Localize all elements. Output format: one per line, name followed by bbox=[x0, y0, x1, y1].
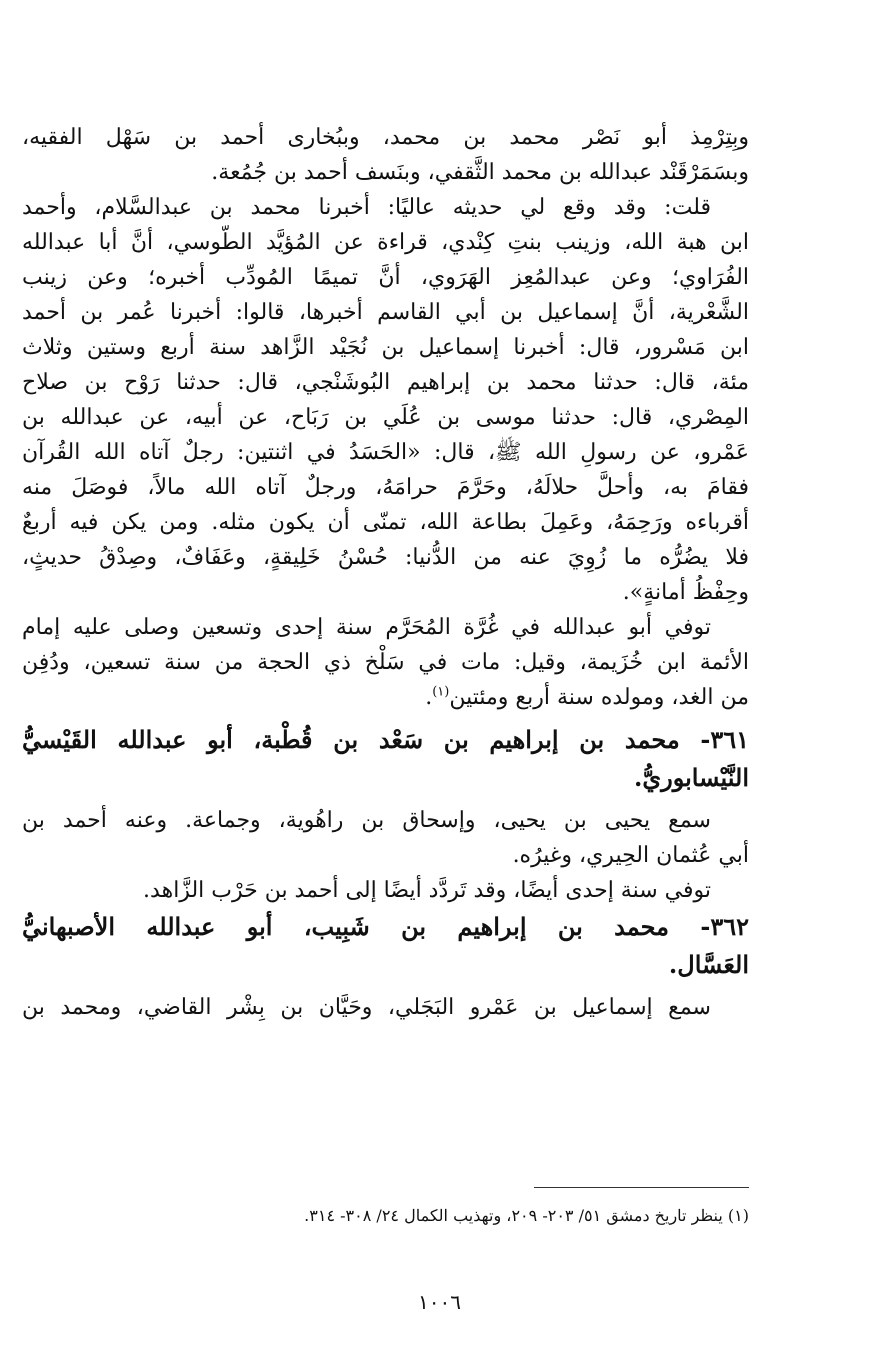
text-line: أبي عُثمان الحِيري، وغيرُه. bbox=[512, 843, 749, 868]
text-line: وبسَمَرْقَنْد عبدالله بن محمد الثَّقفي، وبنَسف أحمد بن جُمُعة. bbox=[211, 160, 749, 185]
entry-heading: النَّيْسابوريُّ. bbox=[634, 763, 749, 792]
text-line: الشَّعْرية، أنَّ إسماعيل بن أبي القاسم أخبرها، قالوا: أخبرنا عُمر بن أحمد bbox=[22, 300, 749, 325]
text-line: توفي سنة إحدى أيضًا، وقد تَردَّد أيضًا إلى أحمد بن حَرْب الزَّاهد. bbox=[143, 878, 711, 903]
text-line: الفُرَاوي؛ وعن عبدالمُعِز الهَرَوي، أنَّ تميمًا المُودِّب أخبره؛ وعن زينب bbox=[22, 265, 749, 290]
text-segment: من الغد، ومولده سنة أربع ومئتين bbox=[449, 685, 749, 710]
text-line: عَمْرو، عن رسولِ الله ﷺ، قال: «الحَسَدُ في اثنتين: رجلٌ آتاه الله القُرآن bbox=[22, 440, 749, 465]
text-line: سمع يحيى بن يحيى، وإسحاق بن راهُوية، وجماعة. وعنه أحمد بن bbox=[22, 808, 711, 833]
entry-heading: ٣٦٢- محمد بن إبراهيم بن شَبِيب، أبو عبدالله الأصبهانيُّ bbox=[22, 912, 749, 941]
text-line: سمع إسماعيل بن عَمْرو البَجَلي، وحَيَّان بن بِشْر القاضي، ومحمد بن bbox=[22, 995, 711, 1020]
text-line: مئة، قال: حدثنا محمد بن إبراهيم البُوشَنْجي، قال: حدثنا رَوْح بن صلاح bbox=[22, 370, 749, 395]
text-line: فلا يضُرُّه ما زُوِيَ عنه من الدُّنيا: حُسْنُ خَلِيقةٍ، وعَفَافٌ، وصِدْقُ حديثٍ، bbox=[22, 545, 749, 570]
entry-heading: ٣٦١- محمد بن إبراهيم بن سَعْد بن قُطْبة، أبو عبدالله القَيْسيُّ bbox=[22, 725, 749, 754]
page-number: ١٠٠٦ bbox=[418, 1290, 461, 1314]
text-line: وبِتِرْمِذ أبو نَصْر محمد بن محمد، وببُخارى أحمد بن سَهْل الفقيه، bbox=[22, 125, 749, 150]
page-body bbox=[22, 120, 749, 1025]
footnote: (١) ينظر تاريخ دمشق ٥١/ ٢٠٣- ٢٠٩، وتهذيب الكمال ٢٤/ ٣٠٨- ٣١٤. bbox=[304, 1206, 749, 1225]
text-line: المِصْري، قال: حدثنا موسى بن عُلَي بن رَبَاح، عن أبيه، عن عبدالله بن bbox=[22, 405, 749, 430]
footnote-divider bbox=[534, 1187, 749, 1188]
text-line: ابن هبة الله، وزينب بنتِ كِنْدي، قراءة عن المُؤيَّد الطُّوسي، أنَّ أبا عبدالله bbox=[22, 230, 749, 255]
text-line: فقامَ به، وأحلَّ حلالَهُ، وحَرَّمَ حرامَهُ، ورجلٌ آتاه الله مالاً، فوصَلَ منه bbox=[22, 475, 749, 500]
period: . bbox=[425, 685, 433, 710]
text-line: وحِفْظُ أمانةٍ». bbox=[622, 580, 749, 605]
text-line: توفي أبو عبدالله في غُرَّة المُحَرَّم سنة إحدى وتسعين وصلى عليه إمام bbox=[22, 615, 711, 640]
text-line-with-footnote bbox=[22, 680, 749, 715]
footnote-marker: (١) bbox=[432, 684, 450, 700]
text-line: قلت: وقد وقع لي حديثه عاليًا: أخبرنا محمد بن عبدالسَّلام، وأحمد bbox=[22, 195, 711, 220]
entry-heading: العَسَّال. bbox=[668, 950, 749, 979]
text-line: أقرباءه ورَحِمَهُ، وعَمِلَ بطاعة الله، تمنّى أن يكون مثله. ومن يكن فيه أربعٌ bbox=[22, 510, 749, 535]
text-line: ابن مَسْرور، قال: أخبرنا إسماعيل بن نُجَيْد الزَّاهد سنة أربع وستين وثلاث bbox=[22, 335, 749, 360]
text-line: الأئمة ابن خُزَيمة، وقيل: مات في سَلْخ ذي الحجة من سنة تسعين، ودُفِن bbox=[22, 650, 749, 675]
